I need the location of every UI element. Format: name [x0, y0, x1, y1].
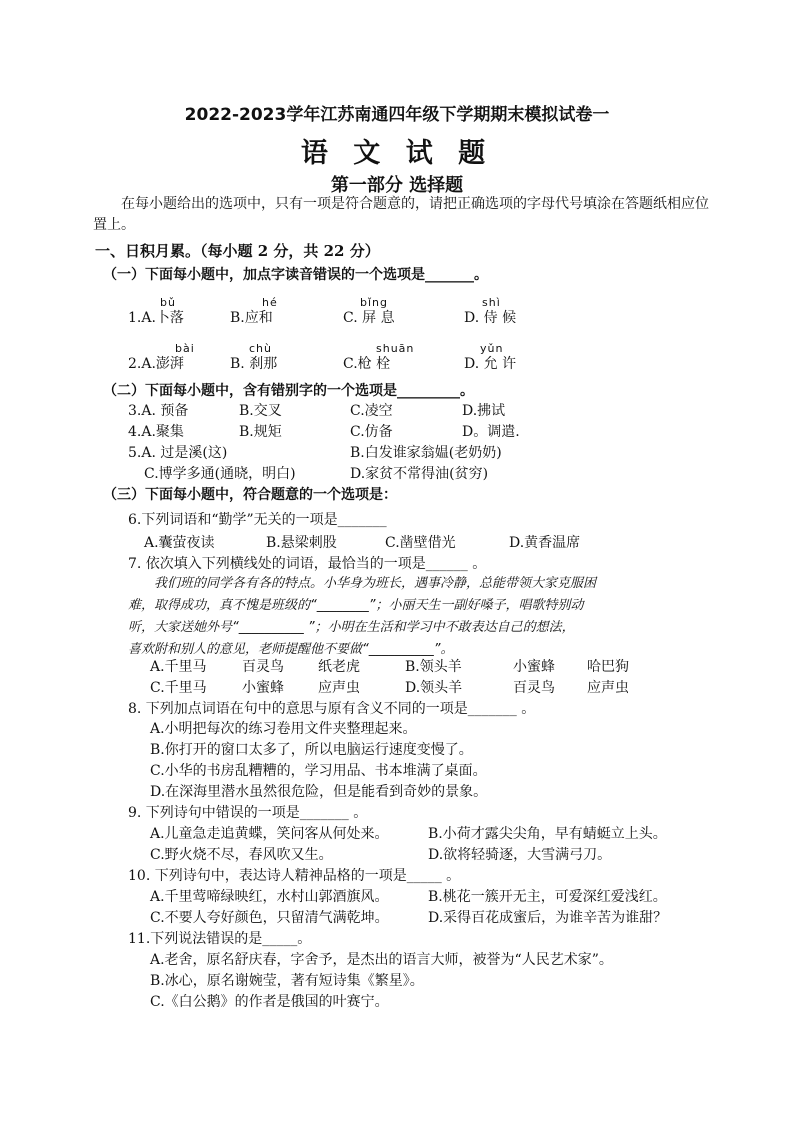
q7-passage-line: 听，大家送她外号“__________ ”；小明在生活和学习中不敢表达自己的想法， [128, 620, 575, 635]
q10-option-b: B.桃花一簇开无主，可爱深红爱浅红。 [428, 889, 667, 905]
part-title: 第一部分 选择题 [330, 175, 464, 196]
q3-option-d: D.拂试 [462, 403, 506, 419]
q7-option-c-1: C.千里马 [150, 680, 207, 696]
q7-option-d-1: D.领头羊 [405, 680, 463, 696]
q7-option-b-3: 哈巴狗 [587, 659, 629, 675]
q1-option-c: C. 屏 息 [343, 310, 395, 326]
q7-option-c-2: 小蜜蜂 [242, 680, 284, 696]
q7-passage-line: 喜欢附和别人的意见，老师提醒他不要做“__________”。 [128, 642, 454, 657]
q2-pinyin-c: shuān [376, 342, 415, 355]
q7-passage-line: 我们班的同学各有各的特点。小华身为班长，遇事冷静，总能带领大家克服困 [154, 576, 597, 591]
q6-stem: 6.下列词语和“勤学”无关的一项是_______ [128, 512, 387, 528]
q1-pinyin-d: shì [482, 296, 501, 309]
q8-option-a: A.小明把每次的练习卷用文件夹整理起来。 [150, 721, 417, 737]
q9-option-b: B.小荷才露尖尖角，早有蜻蜓立上头。 [428, 826, 667, 842]
q2-option-d: D. 允 许 [464, 356, 517, 372]
q5-option-d: D.家贫不常得油(贫穷) [350, 466, 489, 482]
q1-pinyin-c: bǐng [360, 296, 388, 309]
q8-option-c: C.小华的书房乱糟糟的，学习用品、书本堆满了桌面。 [150, 763, 487, 779]
q7-stem: 7. 依次填入下列横线处的词语，最恰当的一项是______ 。 [128, 556, 487, 572]
instruction-text: 在每小题给出的选项中，只有一项是符合题意的，请把正确选项的字母代号填涂在答题纸相应位置上。 [93, 196, 709, 233]
q2-option-c: C.枪 栓 [343, 356, 391, 372]
q3-option-a: 3.A. 预备 [128, 403, 189, 419]
q7-option-d-3: 应声虫 [587, 680, 629, 696]
q9-option-d: D.欲将轻骑逐，大雪满弓刀。 [428, 847, 612, 863]
q4-option-c: C.仿备 [350, 424, 393, 440]
q7-option-b-1: B.领头羊 [405, 659, 462, 675]
exam-title: 2022-2023学年江苏南通四年级下学期期末模拟试卷一 [184, 105, 610, 125]
q2-pinyin-d: yǔn [480, 342, 504, 355]
q8-option-b: B.你打开的窗口太多了，所以电脑运行速度变慢了。 [150, 742, 473, 758]
q2-pinyin-b: chù [249, 342, 272, 355]
q6-option-d: D.黄香温席 [509, 535, 581, 551]
q1-option-d: D. 侍 候 [464, 310, 517, 326]
q2-pinyin-a: bài [175, 342, 195, 355]
q10-option-d: D.采得百花成蜜后，为谁辛苦为谁甜？ [428, 910, 668, 926]
q7-option-a-3: 纸老虎 [318, 659, 360, 675]
q7-option-d-2: 百灵鸟 [513, 680, 555, 696]
q4-option-a: 4.A.聚集 [128, 424, 184, 440]
q3-option-c: C.凌空 [350, 403, 393, 419]
q11-option-a: A.老舍，原名舒庆春，字舍予，是杰出的语言大师，被誉为“人民艺术家”。 [150, 952, 613, 968]
q11-stem: 11.下列说法错误的是_____。 [128, 931, 312, 947]
q6-option-b: B.悬梁刺股 [266, 535, 337, 551]
q4-option-b: B.规矩 [239, 424, 282, 440]
q9-stem: 9. 下列诗句中错误的一项是_______ 。 [128, 805, 368, 821]
q1-pinyin-b: hé [262, 296, 278, 309]
q5-option-b: B.白发谁家翁媪(老奶奶) [350, 445, 502, 461]
q7-option-c-3: 应声虫 [318, 680, 360, 696]
q7-passage [128, 573, 698, 661]
q11-option-b: B.冰心，原名谢婉莹，著有短诗集《繁星》。 [150, 973, 424, 989]
q10-stem: 10. 下列诗句中，表达诗人精神品格的一项是_____ 。 [128, 868, 461, 884]
q7-passage-line: 难，取得成功，真不愧是班级的“________”；小丽天生一副好嗓子，唱歌特别动 [128, 598, 584, 613]
subsection-2-title: （二）下面每小题中，含有错别字的一个选项是_________。 [103, 383, 474, 399]
q1-option-a: 1.A.卜落 [128, 310, 184, 326]
q1-option-b: B.应和 [230, 310, 273, 326]
subsection-3-title: （三）下面每小题中，符合题意的一个选项是： [103, 487, 397, 503]
q10-option-a: A.千里莺啼绿映红，水村山郭酒旗风。 [150, 889, 389, 905]
q6-option-a: A.囊萤夜读 [144, 535, 215, 551]
q5-option-a: 5.A. 过是溪(这) [128, 445, 228, 461]
q2-option-b: B. 刹那 [230, 356, 278, 372]
q2-option-a: 2.A.澎湃 [128, 356, 184, 372]
subsection-1-title: （一）下面每小题中，加点字读音错误的一个选项是_______。 [103, 267, 488, 283]
q9-option-c: C.野火烧不尽，春风吹又生。 [150, 847, 333, 863]
subject-title: 语 文 试 题 [300, 138, 494, 169]
section-1-title: 一、日积月累。（每小题 2 分，共 22 分） [95, 242, 380, 260]
q10-option-c: C.不要人夸好颜色，只留清气满乾坤。 [150, 910, 389, 926]
q7-option-b-2: 小蜜蜂 [513, 659, 555, 675]
q3-option-b: B.交叉 [239, 403, 282, 419]
q5-option-c: C.博学多通(通晓，明白) [144, 466, 296, 482]
q7-option-a-1: A.千里马 [150, 659, 207, 675]
q6-option-c: C.凿壁借光 [385, 535, 456, 551]
q4-option-d: D。调遣. [462, 424, 520, 440]
q11-option-c: C.《白公鹅》的作者是俄国的叶赛宁。 [150, 994, 389, 1010]
q9-option-a: A.儿童急走追黄蝶，笑问客从何处来。 [150, 826, 389, 842]
q8-option-d: D.在深海里潜水虽然很危险，但是能看到奇妙的景象。 [150, 784, 488, 800]
q7-option-a-2: 百灵鸟 [242, 659, 284, 675]
q8-stem: 8. 下列加点词语在句中的意思与原有含义不同的一项是_______ 。 [128, 701, 536, 717]
q1-pinyin-a: bǔ [160, 296, 176, 309]
